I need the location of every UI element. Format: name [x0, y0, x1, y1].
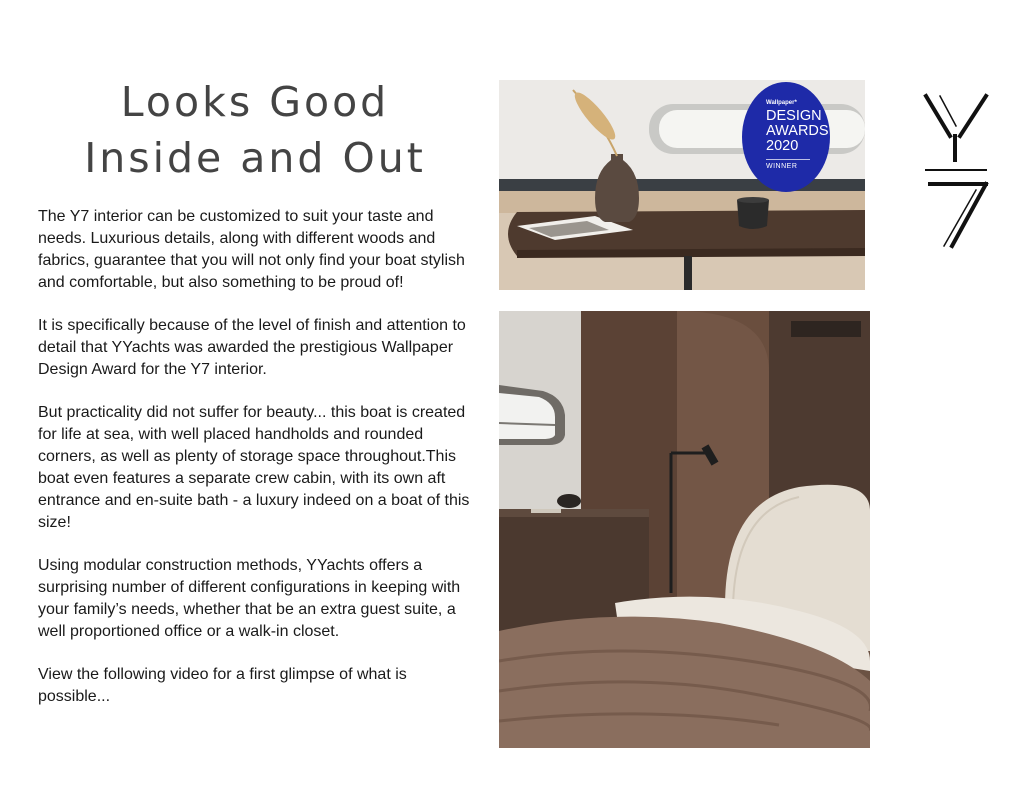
design-awards-badge — [742, 82, 830, 192]
paragraph-award: It is specifically because of the level of finish and attention to detail that YYachts was awarded the prestigious Wallpaper Design Award for the Y7 interior. — [38, 317, 466, 378]
paragraph-practicality: But practicality did not suffer for beauty... this boat is created for life at sea, with well placed handholds and rounded corners, as well as plenty of storage space throughout.This boat even features a separate crew cabin, with its own aft entrance and en-suite bath - a luxury indeed on a boat of this size! — [38, 404, 470, 531]
page-title — [40, 74, 470, 186]
badge-divider — [766, 159, 810, 160]
title-line-1: Looks Good — [120, 78, 390, 126]
badge-line-2: AWARDS — [766, 123, 829, 139]
paragraph-customization: The Y7 interior can be customized to suit your taste and needs. Luxurious details, along with different woods and fabrics, guarantee that you will not only find your boat stylish and comfortable, but also something to be proud of! — [38, 208, 465, 291]
paragraph-modular: Using modular construction methods, YYachts offers a surprising number of different configurations in keeping with your family’s needs, whether that be an extra guest suite, a well proportioned office or a walk-in closet. — [38, 557, 461, 640]
badge-line-1: DESIGN — [766, 108, 822, 124]
y7-logo-icon — [922, 92, 990, 252]
paragraph-video: View the following video for a first glimpse of what is possible... — [38, 666, 407, 705]
body-text — [38, 206, 470, 729]
bedroom-photo — [499, 311, 870, 748]
badge-status: WINNER — [766, 163, 798, 170]
title-line-2: Inside and Out — [84, 134, 426, 182]
badge-brand: Wallpaper* — [766, 100, 797, 106]
badge-year: 2020 — [766, 138, 799, 154]
